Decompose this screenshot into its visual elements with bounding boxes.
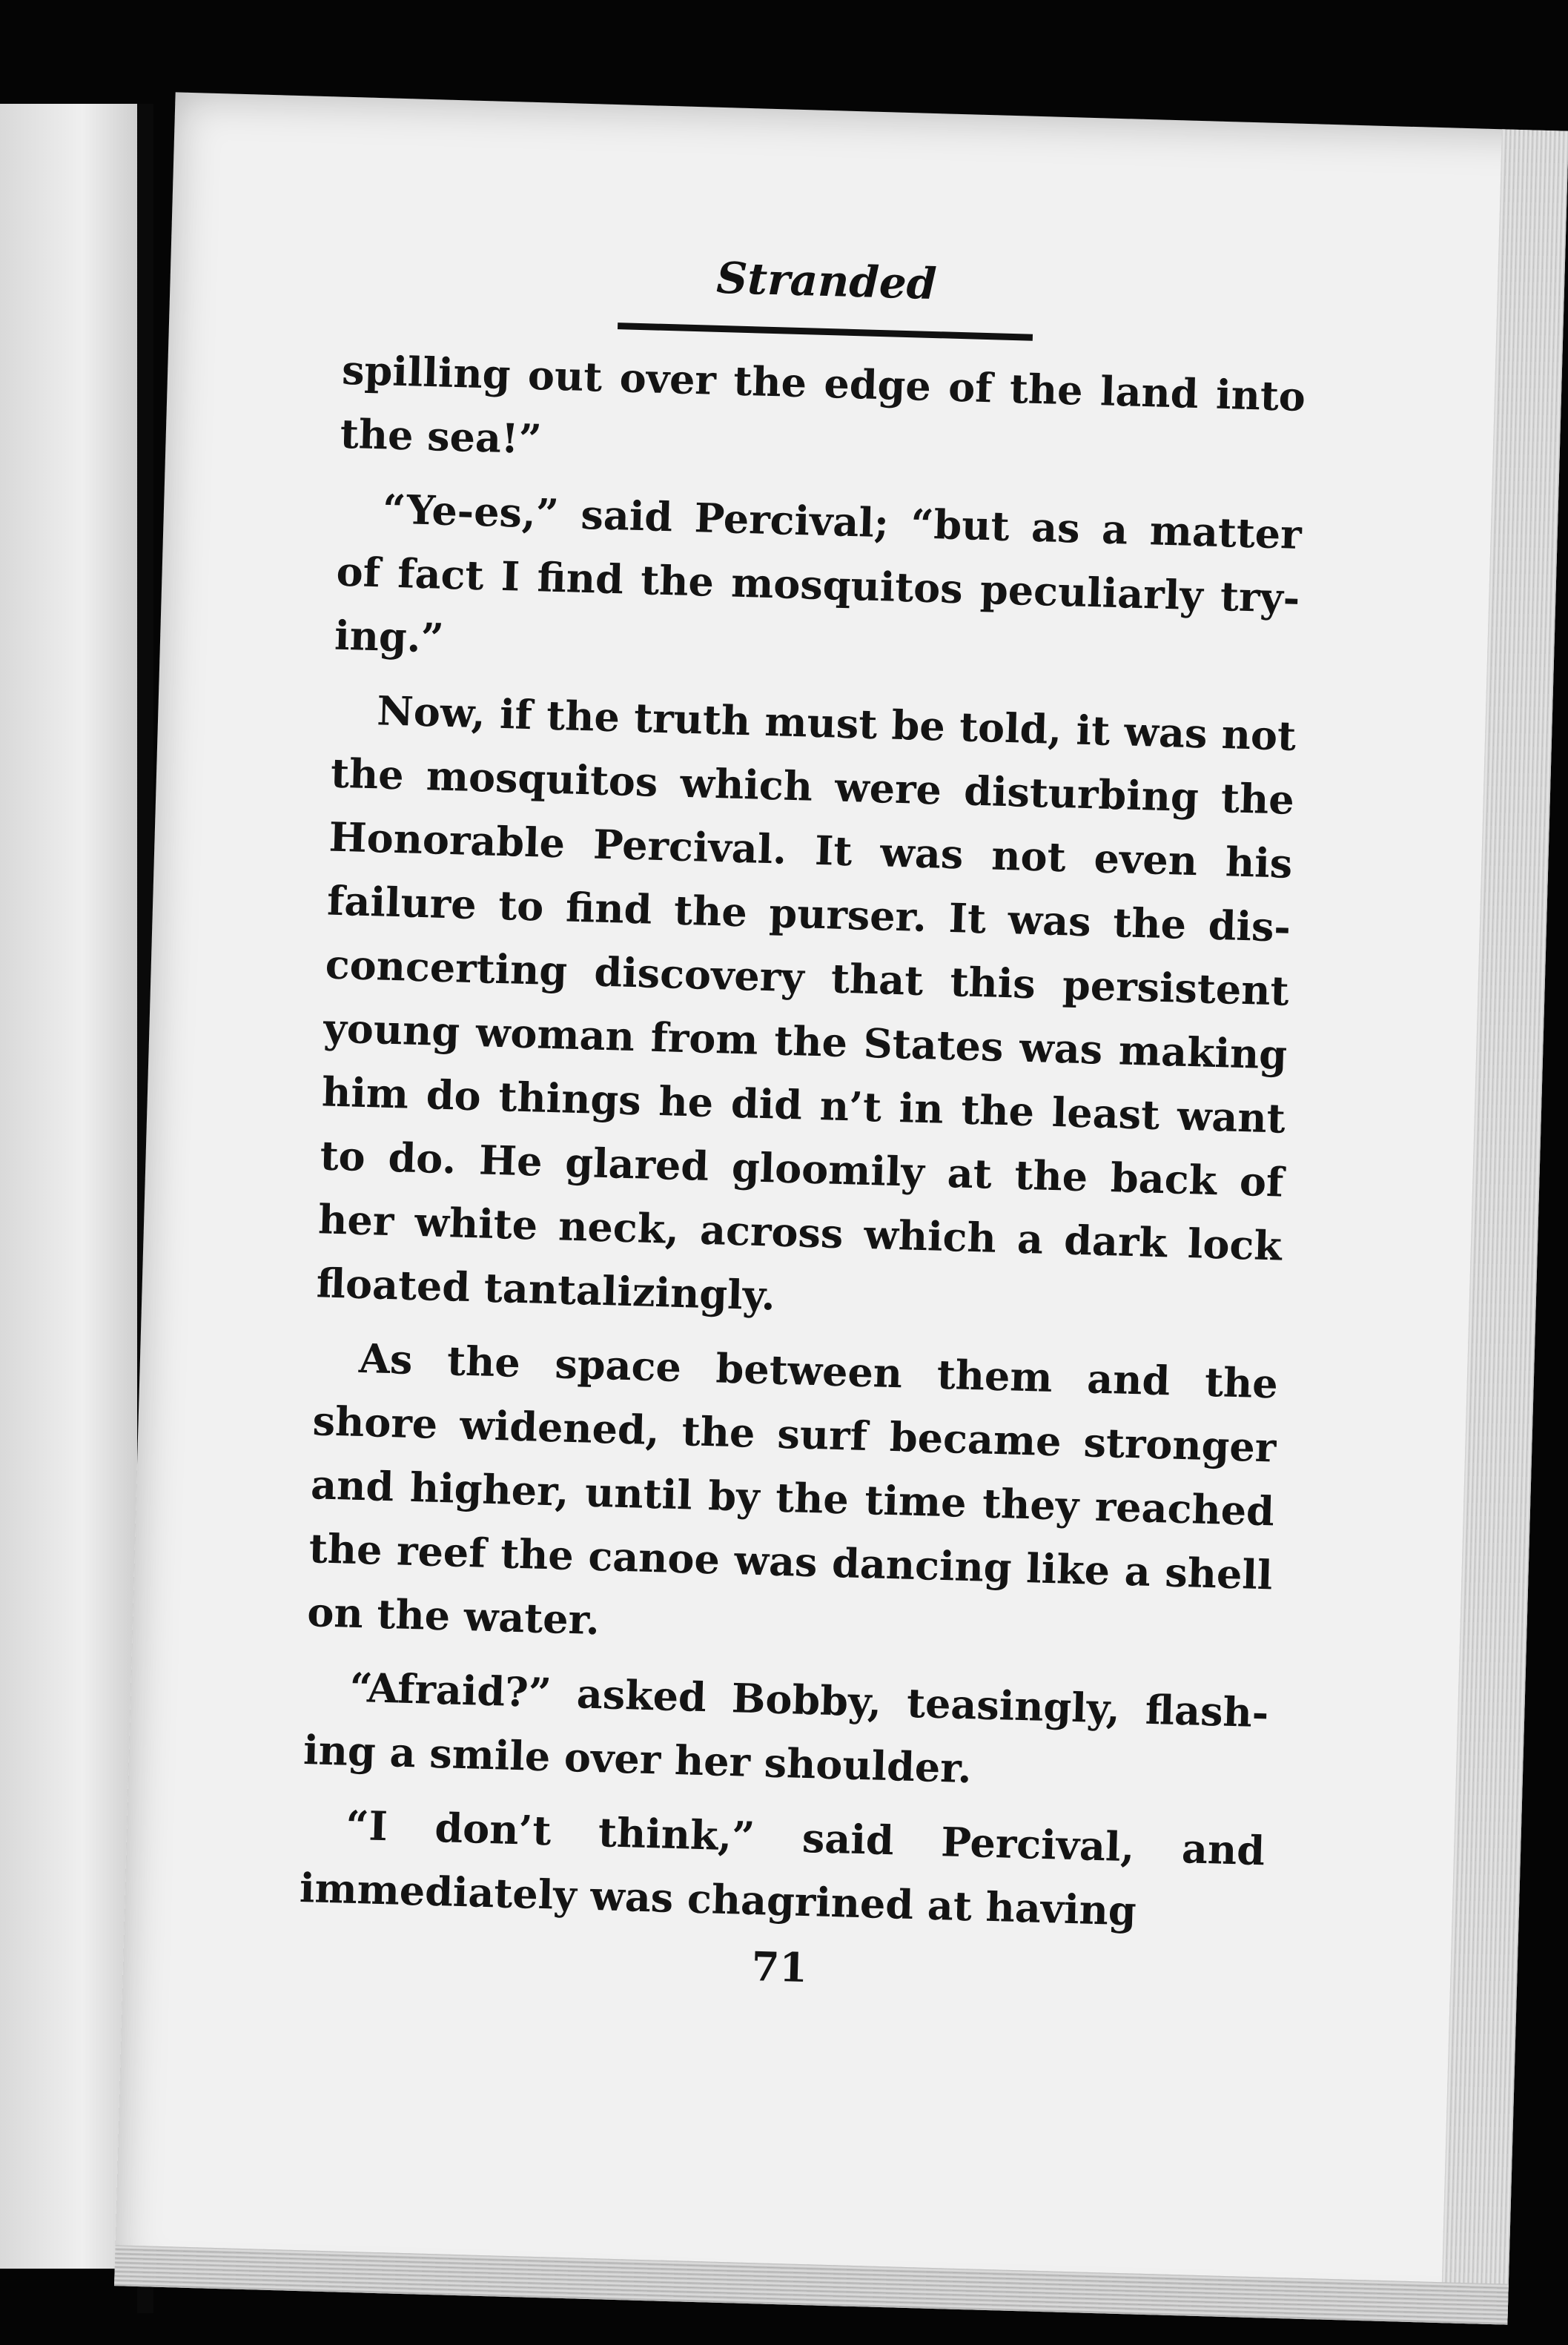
- header-rule: [618, 323, 1033, 341]
- body-text: [299, 338, 1306, 1946]
- page-fore-edge: [1440, 129, 1568, 2324]
- paragraph: “I don’t think,” said Percival, and immediately was chagrined at having: [299, 1801, 1266, 1935]
- page-number: 71: [750, 1942, 808, 1992]
- running-head: Stranded: [715, 252, 938, 310]
- paragraph: “Ye-es,” said Percival; “but as a matter of fact I find the mosquitos peculiarly trying.”: [334, 485, 1303, 662]
- left-page-edge: [0, 104, 137, 2269]
- paragraph: “Afraid?” asked Bobby, teasingly, flashing a smile over her shoulder.: [302, 1663, 1270, 1793]
- paragraph-continued: spilling out over the edge of the land into the sea!”: [340, 345, 1306, 463]
- paragraph: Now, if the truth must be told, it was not the mosquitos which were disturbing the Honorable Percival. It was not even his failure to find the purser. It was the disconcerting discovery that this persistent young woman from the States was making him do things he did n’t in the least want to do. He glared gloomily at the back of her white neck, across which a dark lock floated tantalizingly.: [316, 687, 1297, 1320]
- book-page: [114, 92, 1568, 2324]
- paragraph: As the space between them and the shore widened, the surf became stronger and higher, until by the time they reached the reef the canoe was dancing like a shell on the water.: [306, 1334, 1279, 1644]
- page-content: [297, 238, 1309, 2004]
- page-bottom-edge: [114, 2245, 1509, 2324]
